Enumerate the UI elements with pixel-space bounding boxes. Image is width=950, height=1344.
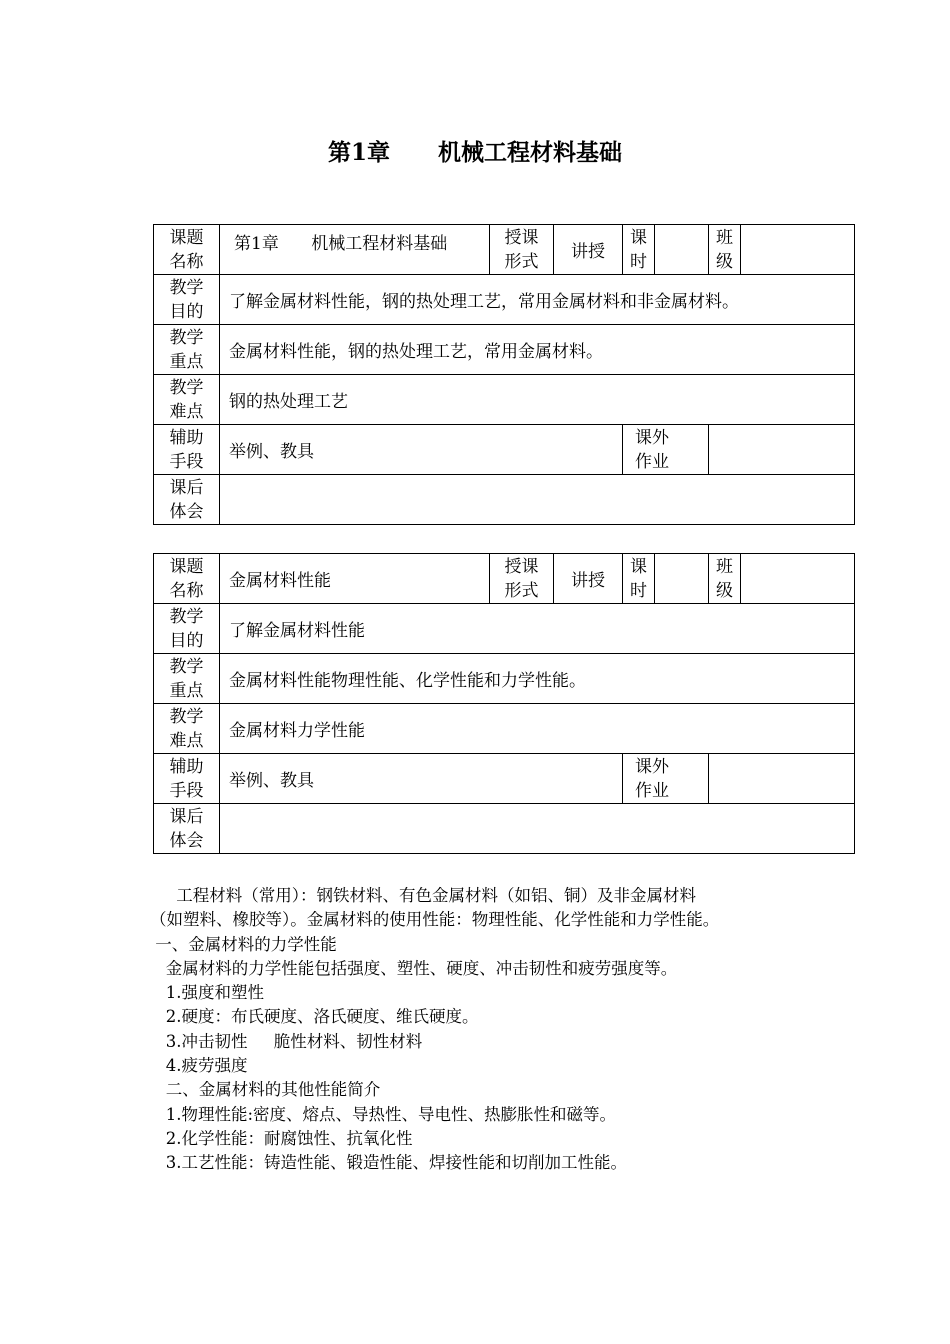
aid-label: 辅助 手段 [154,425,220,475]
reflection-label: 课后 体会 [154,804,220,854]
form-value: 讲授 [554,225,623,275]
class-label: 班 级 [709,554,741,604]
list-item: 2.硬度：布氏硬度、洛氏硬度、维氏硬度。 [150,1007,479,1027]
homework-value [709,754,855,804]
table-row [154,704,855,754]
topic-value: 金属材料性能 [220,554,490,604]
difficulty-value: 金属材料力学性能 [220,704,855,754]
list-item: 1.强度和塑性 [150,983,264,1003]
class-label: 班 级 [709,225,741,275]
aid-label: 辅助 手段 [154,754,220,804]
lesson-notes [150,884,850,1176]
difficulty-value: 钢的热处理工艺 [220,375,855,425]
table-row [154,425,855,475]
aid-value: 举例、教具 [220,754,623,804]
goal-label: 教学 目的 [154,604,220,654]
section-heading: 一、金属材料的力学性能 [150,934,337,954]
paragraph: 工程材料（常用）：钢铁材料、有色金属材料（如铝、铜）及非金属材料 [150,886,696,905]
hours-label: 课 时 [623,554,655,604]
reflection-label: 课后 体会 [154,475,220,525]
list-item: 4.疲劳强度 [150,1056,248,1076]
paragraph: （如塑料、橡胶等）。金属材料的使用性能：物理性能、化学性能和力学性能。 [150,910,720,930]
key-label: 教学 重点 [154,325,220,375]
list-item: 2.化学性能：耐腐蚀性、抗氧化性 [150,1128,413,1148]
homework-value [709,425,855,475]
class-value [741,225,855,275]
form-label: 授课 形式 [490,225,554,275]
table-row [154,804,855,854]
difficulty-label: 教学 难点 [154,704,220,754]
reflection-value [220,804,855,854]
list-item: 3.工艺性能：铸造性能、锻造性能、焊接性能和切削加工性能。 [150,1153,627,1173]
table-row [154,325,855,375]
difficulty-label: 教学 难点 [154,375,220,425]
hours-label: 课 时 [623,225,655,275]
table-row [154,375,855,425]
aid-value: 举例、教具 [220,425,623,475]
goal-value: 了解金属材料性能，钢的热处理工艺，常用金属材料和非金属材料。 [220,275,855,325]
lesson-table-1 [153,224,855,525]
page-title: 第1章 机械工程材料基础 [327,139,623,166]
form-label: 授课 形式 [490,554,554,604]
list-item: 1.物理性能:密度、熔点、导热性、导电性、热膨胀性和磁等。 [150,1104,617,1124]
topic-label: 课题 名称 [154,225,220,275]
paragraph: 金属材料的力学性能包括强度、塑性、硬度、冲击韧性和疲劳强度等。 [150,958,678,978]
list-item: 3.冲击韧性 脆性材料、韧性材料 [150,1031,423,1051]
goal-label: 教学 目的 [154,275,220,325]
homework-label: 课外 作业 [623,425,709,475]
hours-value [655,225,709,275]
homework-label: 课外 作业 [623,754,709,804]
lesson-table-2 [153,553,855,854]
hours-value [655,554,709,604]
key-value: 金属材料性能物理性能、化学性能和力学性能。 [220,654,855,704]
table-row [154,225,855,275]
topic-label: 课题 名称 [154,554,220,604]
goal-value: 了解金属材料性能 [220,604,855,654]
table-row [154,475,855,525]
table-row [154,604,855,654]
reflection-value [220,475,855,525]
class-value [741,554,855,604]
key-value: 金属材料性能，钢的热处理工艺，常用金属材料。 [220,325,855,375]
table-row [154,554,855,604]
key-label: 教学 重点 [154,654,220,704]
topic-value: 第1章 机械工程材料基础 [220,225,490,275]
section-heading: 二、金属材料的其他性能简介 [150,1080,381,1100]
table-row [154,275,855,325]
table-row [154,754,855,804]
table-row [154,654,855,704]
form-value: 讲授 [554,554,623,604]
